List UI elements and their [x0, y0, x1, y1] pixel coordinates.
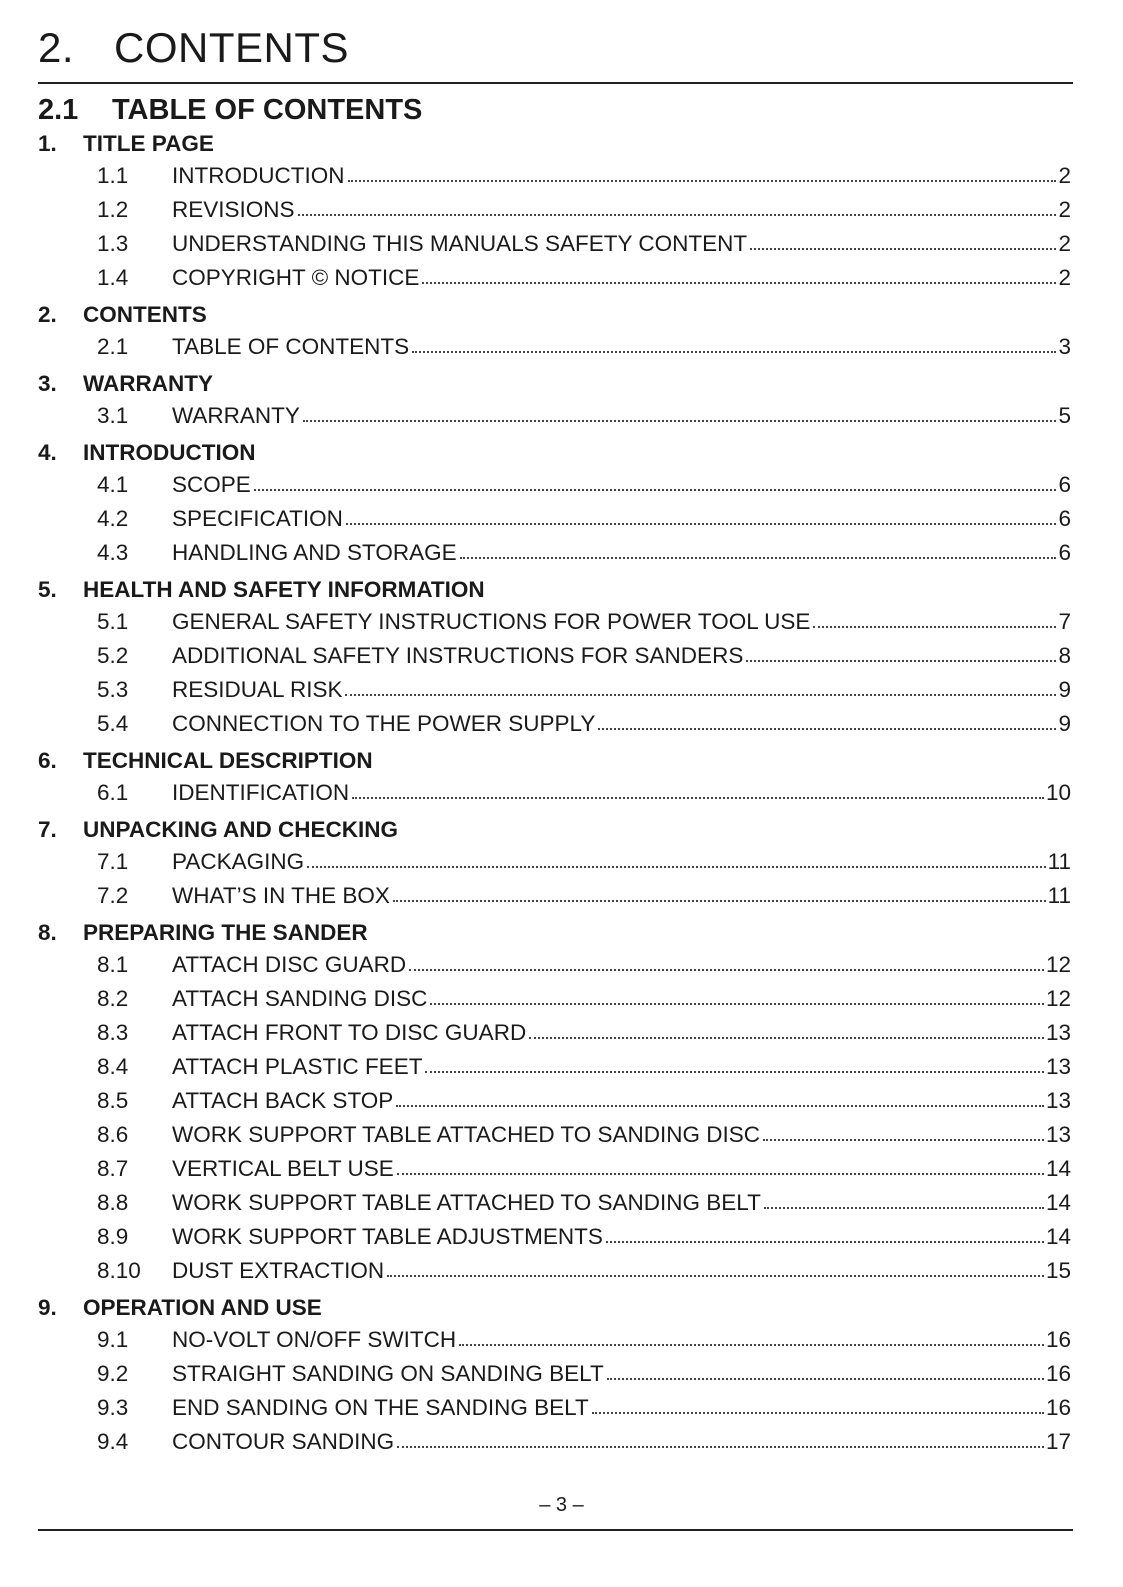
entry-page-number: 16 — [1045, 1395, 1071, 1420]
entry-label: COPYRIGHT © NOTICE — [172, 265, 420, 290]
dot-leader — [393, 900, 1046, 902]
entry-page-number: 11 — [1047, 883, 1071, 908]
toc-entry[interactable] — [38, 1050, 1071, 1084]
toc-section-heading[interactable] — [38, 917, 1071, 948]
entry-page-number: 6 — [1058, 540, 1071, 565]
section-number: 6. — [38, 747, 57, 773]
entry-page-number: 13 — [1045, 1054, 1071, 1079]
toc-entry[interactable] — [38, 502, 1071, 536]
entry-number: 1.3 — [97, 231, 129, 256]
toc-entry[interactable] — [38, 845, 1071, 879]
subtitle-number: 2.1 — [38, 94, 79, 126]
toc-entry[interactable] — [38, 1425, 1071, 1459]
entry-label: REVISIONS — [172, 197, 295, 222]
toc-entry[interactable] — [38, 1323, 1071, 1357]
entry-label: RESIDUAL RISK — [172, 677, 343, 702]
dot-leader — [425, 1071, 1044, 1073]
bottom-divider — [38, 1529, 1073, 1531]
entry-page-number: 2 — [1058, 231, 1071, 256]
toc-section — [38, 128, 1071, 295]
entry-number: 2.1 — [97, 334, 129, 359]
entry-label: WHAT’S IN THE BOX — [172, 883, 390, 908]
entry-label: VERTICAL BELT USE — [172, 1156, 394, 1181]
toc-entry[interactable] — [38, 1357, 1071, 1391]
entry-number: 8.7 — [97, 1156, 129, 1181]
dot-leader — [750, 248, 1056, 250]
dot-leader — [763, 1139, 1044, 1141]
entry-page-number: 12 — [1045, 986, 1071, 1011]
dot-leader — [352, 797, 1044, 799]
toc-entry[interactable] — [38, 639, 1071, 673]
toc-entry[interactable] — [38, 1016, 1071, 1050]
toc-section-heading[interactable] — [38, 299, 1071, 330]
toc-section-heading[interactable] — [38, 437, 1071, 468]
section-number: 7. — [38, 816, 57, 842]
section-subtitle — [38, 94, 422, 127]
entry-label: SPECIFICATION — [172, 506, 343, 531]
entry-label: INTRODUCTION — [172, 163, 345, 188]
dot-leader — [607, 1378, 1044, 1380]
toc-entry[interactable] — [38, 879, 1071, 913]
toc-entry[interactable] — [38, 330, 1071, 364]
entry-page-number: 8 — [1058, 643, 1071, 668]
dot-leader — [422, 282, 1056, 284]
toc-entry[interactable] — [38, 468, 1071, 502]
toc-entry[interactable] — [38, 1186, 1071, 1220]
entry-number: 8.9 — [97, 1224, 129, 1249]
section-number: 5. — [38, 576, 57, 602]
section-title: CONTENTS — [83, 301, 207, 327]
toc-section — [38, 368, 1071, 433]
toc-entry[interactable] — [38, 948, 1071, 982]
entry-number: 9.4 — [97, 1429, 129, 1454]
entry-page-number: 16 — [1045, 1327, 1071, 1352]
entry-number: 7.1 — [97, 849, 129, 874]
toc-entry[interactable] — [38, 1220, 1071, 1254]
page-title — [38, 24, 349, 72]
entry-page-number: 5 — [1058, 403, 1071, 428]
dot-leader — [397, 1446, 1044, 1448]
entry-number: 8.6 — [97, 1122, 129, 1147]
entry-label: ATTACH DISC GUARD — [172, 952, 407, 977]
section-title: HEALTH AND SAFETY INFORMATION — [83, 576, 485, 602]
toc-section — [38, 1292, 1071, 1459]
section-title: UNPACKING AND CHECKING — [83, 816, 398, 842]
dot-leader — [409, 969, 1044, 971]
section-number: 4. — [38, 439, 57, 465]
dot-leader — [412, 351, 1056, 353]
entry-page-number: 2 — [1058, 265, 1071, 290]
entry-number: 8.8 — [97, 1190, 129, 1215]
dot-leader — [397, 1173, 1044, 1175]
entry-page-number: 10 — [1045, 780, 1071, 805]
entry-number: 6.1 — [97, 780, 129, 805]
toc-section-heading[interactable] — [38, 1292, 1071, 1323]
section-number: 1. — [38, 130, 57, 156]
entry-page-number: 16 — [1045, 1361, 1071, 1386]
entry-page-number: 7 — [1058, 609, 1071, 634]
toc-entry[interactable] — [38, 1118, 1071, 1152]
entry-page-number: 12 — [1045, 952, 1071, 977]
dot-leader — [592, 1412, 1044, 1414]
entry-page-number: 11 — [1047, 849, 1071, 874]
top-divider — [38, 82, 1073, 84]
dot-leader — [430, 1003, 1044, 1005]
section-title: TECHNICAL DESCRIPTION — [83, 747, 373, 773]
entry-label: WORK SUPPORT TABLE ADJUSTMENTS — [172, 1224, 603, 1249]
entry-page-number: 6 — [1058, 472, 1071, 497]
entry-page-number: 9 — [1058, 711, 1071, 736]
dot-leader — [346, 523, 1057, 525]
entry-number: 4.2 — [97, 506, 129, 531]
toc-entry[interactable] — [38, 1391, 1071, 1425]
entry-label: CONTOUR SANDING — [172, 1429, 395, 1454]
entry-label: HANDLING AND STORAGE — [172, 540, 457, 565]
entry-label: GENERAL SAFETY INSTRUCTIONS FOR POWER TOOL USE — [172, 609, 811, 634]
toc-entry[interactable] — [38, 399, 1071, 433]
toc-section — [38, 299, 1071, 364]
toc-entry[interactable] — [38, 193, 1071, 227]
entry-number: 9.1 — [97, 1327, 129, 1352]
toc-entry[interactable] — [38, 1152, 1071, 1186]
entry-label: STRAIGHT SANDING ON SANDING BELT — [172, 1361, 604, 1386]
dot-leader — [764, 1207, 1044, 1209]
entry-page-number: 6 — [1058, 506, 1071, 531]
entry-page-number: 17 — [1045, 1429, 1071, 1454]
dot-leader — [529, 1037, 1044, 1039]
toc-section-heading[interactable] — [38, 368, 1071, 399]
section-title: PREPARING THE SANDER — [83, 919, 368, 945]
dot-leader — [606, 1241, 1044, 1243]
entry-label: IDENTIFICATION — [172, 780, 350, 805]
toc-section — [38, 745, 1071, 810]
entry-number: 4.1 — [97, 472, 129, 497]
entry-label: WORK SUPPORT TABLE ATTACHED TO SANDING BELT — [172, 1190, 761, 1215]
entry-number: 8.1 — [97, 952, 129, 977]
dot-leader — [348, 180, 1057, 182]
entry-number: 5.4 — [97, 711, 129, 736]
entry-label: ATTACH PLASTIC FEET — [172, 1054, 423, 1079]
entry-label: END SANDING ON THE SANDING BELT — [172, 1395, 589, 1420]
entry-number: 1.2 — [97, 197, 129, 222]
dot-leader — [746, 660, 1056, 662]
entry-number: 5.3 — [97, 677, 129, 702]
entry-label: ATTACH BACK STOP — [172, 1088, 394, 1113]
entry-label: UNDERSTANDING THIS MANUALS SAFETY CONTENT — [172, 231, 748, 256]
entry-page-number: 9 — [1058, 677, 1071, 702]
toc-entry[interactable] — [38, 1084, 1071, 1118]
toc-entry[interactable] — [38, 261, 1071, 295]
section-number: 3. — [38, 370, 57, 396]
toc-entry[interactable] — [38, 673, 1071, 707]
entry-number: 8.2 — [97, 986, 129, 1011]
entry-label: ATTACH FRONT TO DISC GUARD — [172, 1020, 527, 1045]
section-title: INTRODUCTION — [83, 439, 256, 465]
toc-section — [38, 574, 1071, 741]
toc-section-heading[interactable] — [38, 745, 1071, 776]
entry-number: 8.3 — [97, 1020, 129, 1045]
section-title: WARRANTY — [83, 370, 213, 396]
entry-label: SCOPE — [172, 472, 251, 497]
dot-leader — [396, 1105, 1044, 1107]
entry-label: TABLE OF CONTENTS — [172, 334, 410, 359]
section-number: 9. — [38, 1294, 57, 1320]
entry-page-number: 14 — [1045, 1224, 1071, 1249]
toc-entry[interactable] — [38, 707, 1071, 741]
entry-page-number: 15 — [1045, 1258, 1071, 1283]
entry-page-number: 2 — [1058, 197, 1071, 222]
section-number: 2. — [38, 301, 57, 327]
toc-entry[interactable] — [38, 605, 1071, 639]
toc-section-heading[interactable] — [38, 814, 1071, 845]
entry-label: DUST EXTRACTION — [172, 1258, 385, 1283]
entry-page-number: 13 — [1045, 1020, 1071, 1045]
dot-leader — [303, 420, 1057, 422]
page-title-text: CONTENTS — [114, 24, 349, 71]
toc-entry[interactable] — [38, 776, 1071, 810]
entry-label: CONNECTION TO THE POWER SUPPLY — [172, 711, 596, 736]
dot-leader — [387, 1275, 1044, 1277]
entry-number: 8.4 — [97, 1054, 129, 1079]
entry-page-number: 2 — [1058, 163, 1071, 188]
toc-entry[interactable] — [38, 982, 1071, 1016]
toc-entry[interactable] — [38, 1254, 1071, 1288]
section-number: 8. — [38, 919, 57, 945]
toc-section-heading[interactable] — [38, 128, 1071, 159]
section-title: TITLE PAGE — [83, 130, 214, 156]
entry-page-number: 3 — [1058, 334, 1071, 359]
page-number: – 3 – — [539, 1494, 584, 1516]
entry-number: 1.1 — [97, 163, 129, 188]
dot-leader — [459, 1344, 1044, 1346]
entry-label: NO-VOLT ON/OFF SWITCH — [172, 1327, 457, 1352]
entry-page-number: 13 — [1045, 1088, 1071, 1113]
dot-leader — [813, 626, 1056, 628]
entry-number: 4.3 — [97, 540, 129, 565]
table-of-contents — [38, 128, 1071, 1463]
toc-section — [38, 437, 1071, 570]
subtitle-text: TABLE OF CONTENTS — [112, 94, 423, 126]
dot-leader — [307, 866, 1046, 868]
entry-label: ADDITIONAL SAFETY INSTRUCTIONS FOR SANDERS — [172, 643, 744, 668]
entry-label: WARRANTY — [172, 403, 300, 428]
entry-label: ATTACH SANDING DISC — [172, 986, 428, 1011]
dot-leader — [598, 728, 1056, 730]
toc-entry[interactable] — [38, 536, 1071, 570]
toc-section — [38, 814, 1071, 913]
entry-label: PACKAGING — [172, 849, 305, 874]
toc-entry[interactable] — [38, 227, 1071, 261]
section-title: OPERATION AND USE — [83, 1294, 322, 1320]
entry-number: 7.2 — [97, 883, 129, 908]
toc-section — [38, 917, 1071, 1288]
toc-entry[interactable] — [38, 159, 1071, 193]
entry-number: 3.1 — [97, 403, 129, 428]
dot-leader — [254, 489, 1057, 491]
dot-leader — [298, 214, 1057, 216]
entry-page-number: 14 — [1045, 1190, 1071, 1215]
entry-number: 8.10 — [97, 1258, 141, 1283]
entry-number: 5.1 — [97, 609, 129, 634]
entry-number: 5.2 — [97, 643, 129, 668]
dot-leader — [345, 694, 1056, 696]
entry-page-number: 13 — [1045, 1122, 1071, 1147]
toc-section-heading[interactable] — [38, 574, 1071, 605]
entry-page-number: 14 — [1045, 1156, 1071, 1181]
entry-number: 1.4 — [97, 265, 129, 290]
dot-leader — [460, 557, 1057, 559]
entry-label: WORK SUPPORT TABLE ATTACHED TO SANDING DISC — [172, 1122, 761, 1147]
entry-number: 8.5 — [97, 1088, 129, 1113]
entry-number: 9.2 — [97, 1361, 129, 1386]
page-title-number: 2. — [38, 24, 75, 71]
entry-number: 9.3 — [97, 1395, 129, 1420]
